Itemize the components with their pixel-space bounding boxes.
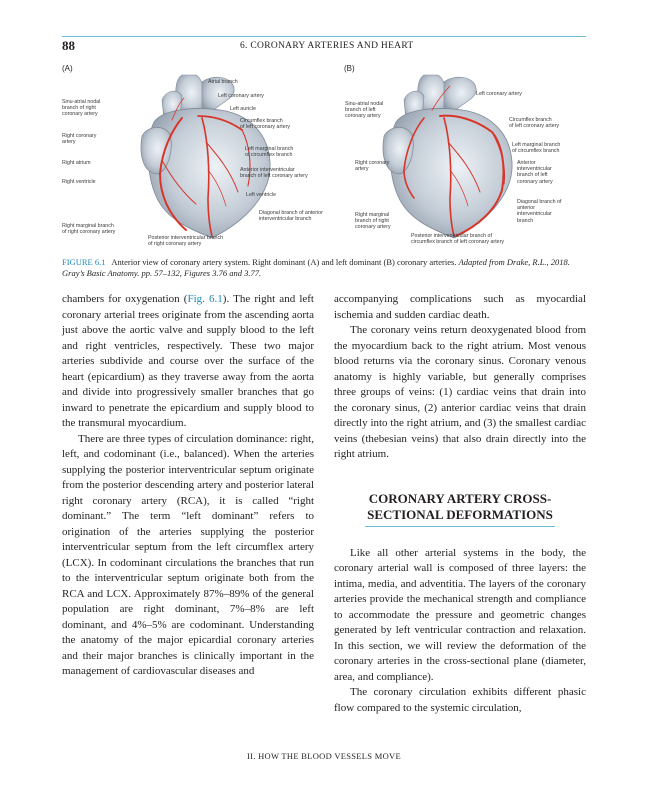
caption-source: Adapted from Drake, R.L., 2018. Gray’s Basic Anatomy. pp. 57–132, Figures 3.76 and 3.77.	[62, 257, 570, 278]
paragraph: Like all other arterial systems in the body, the coronary arterial wall is composed of three layers: the intima, media, and adventitia. The layers of the coronary arteries provide the mechanical strength and compliance to accommodate the pressure and geometric changes generated by left ventricular contraction and relaxation. In this section, we will review the deformation of the coronary arteries in the cross-sectional plane (diameter, area, and compliance).	[334, 546, 586, 683]
label-left-ventricle-a: Left ventricle	[246, 192, 277, 198]
label-rca-b: Right coronary artery	[355, 160, 390, 173]
label-atrial-branch-a: Atrial branch	[208, 79, 238, 85]
label-right-marginal-b: Right marginal branch of right coronary artery	[355, 212, 391, 231]
label-right-marginal-a: Right marginal branch of right coronary artery	[62, 223, 116, 236]
label-lca-a: Left coronary artery	[218, 93, 264, 99]
label-lca-b: Left coronary artery	[476, 91, 522, 97]
label-right-atrium-a: Right atrium	[62, 160, 91, 166]
label-sa-nodal-b: Sinu-atrial nodal branch of left coronary artery	[345, 101, 384, 120]
label-sa-nodal-a: Sinu-atrial nodal branch of right coronary artery	[62, 99, 101, 118]
paragraph: There are three types of circulation dominance: right, left, and codominant (i.e., balanced). When the arteries supplying the posterior interventricular septum originate from the posterior descending artery and posterior lateral right coronary artery (RCA), it is called “right dominant.” The term “left dominant” refers to origination of the arteries supplying the posterior interventricular septum from the left circumflex artery (LCX). In codominant circulations the branches that run to the interventricular septum originate both from the RCA and LCX. Approximately 87%–89% of the general population are right dominant, 7%–8% are left dominant, and 4%–5% are codominant. Understanding the anatomy of the major epicardial coronary arteries and their major branches is clinically important in the management of cardiovascular diseases and	[62, 432, 314, 677]
page-number: 88	[62, 38, 75, 53]
panel-b-letter: (B)	[344, 64, 355, 73]
label-diagonal-a: Diagonal branch of anterior interventricular branch	[259, 210, 323, 223]
label-rca-a: Right coronary artery	[62, 133, 97, 146]
label-left-marginal-a: Left marginal branch of circumflex branch	[245, 146, 294, 159]
figure-link[interactable]: Fig. 6.1	[187, 293, 223, 305]
caption-text: Anterior view of coronary artery system. Right dominant (A) and left dominant (B) coronary arteries.	[111, 257, 457, 267]
section-heading: CORONARY ARTERY CROSS- SECTIONAL DEFORMATIONS	[367, 490, 553, 522]
label-circumflex-a: Circumflex branch of left coronary artery	[240, 118, 291, 131]
panel-a-letter: (A)	[62, 64, 73, 73]
label-posterior-iv-a: Posterior interventricular branch of right coronary artery	[148, 235, 224, 248]
label-diagonal-b: Diagonal branch of anterior interventricular branch	[517, 199, 562, 224]
label-anterior-iv-a: Anterior interventricular branch of left coronary artery	[240, 167, 308, 180]
paragraph: chambers for oxygenation (Fig. 6.1). The right and left coronary arterial trees originate from the ascending aorta just above the aortic valve and supply blood to the left and right ventricles, respectively. These two major arteries subdivide and course over the surface of the heart (epicardium) as they traverse away from the aorta and divide into progressively smaller branches that go inward to penetrate the epicardium and supply blood to the transmural myocardium.	[62, 293, 314, 429]
label-left-marginal-b: Left marginal branch of circumflex branch	[512, 142, 561, 155]
figure-number: FIGURE 6.1	[62, 257, 106, 267]
header-rule	[62, 36, 586, 37]
paragraph: The coronary circulation exhibits different phasic flow compared to the systemic circulation,	[334, 686, 586, 714]
paragraph: The coronary veins return deoxygenated blood from the myocardium back to the right atrium. Most venous blood returns via the coronary sinus. Coronary venous anatomy is highly variable, but generally comprises three groups of veins: (1) cardiac veins that drain into the coronary sinus, (2) anterior cardiac veins that drain directly into the right atrium, and (3) the smallest cardiac veins (thebesian veins) that also drain directly into the right atrium.	[334, 324, 586, 460]
running-head: 6. CORONARY ARTERIES AND HEART	[240, 41, 414, 51]
label-anterior-iv-b: Anterior interventricular branch of left coronary artery	[517, 160, 553, 185]
figure-caption	[62, 257, 587, 278]
label-left-auricle-a: Left auricle	[230, 106, 256, 112]
section-rule	[365, 526, 555, 527]
right-column	[334, 292, 586, 716]
label-right-ventricle-a: Right ventricle	[62, 179, 96, 185]
page-footer: II. HOW THE BLOOD VESSELS MOVE	[247, 751, 401, 761]
label-posterior-iv-b: Posterior interventricular branch of circumflex branch of left coronary artery	[411, 233, 505, 246]
label-circumflex-b: Circumflex branch of left coronary artery	[509, 117, 560, 130]
paragraph: accompanying complications such as myocardial ischemia and sudden cardiac death.	[334, 293, 586, 321]
left-column	[62, 292, 314, 680]
